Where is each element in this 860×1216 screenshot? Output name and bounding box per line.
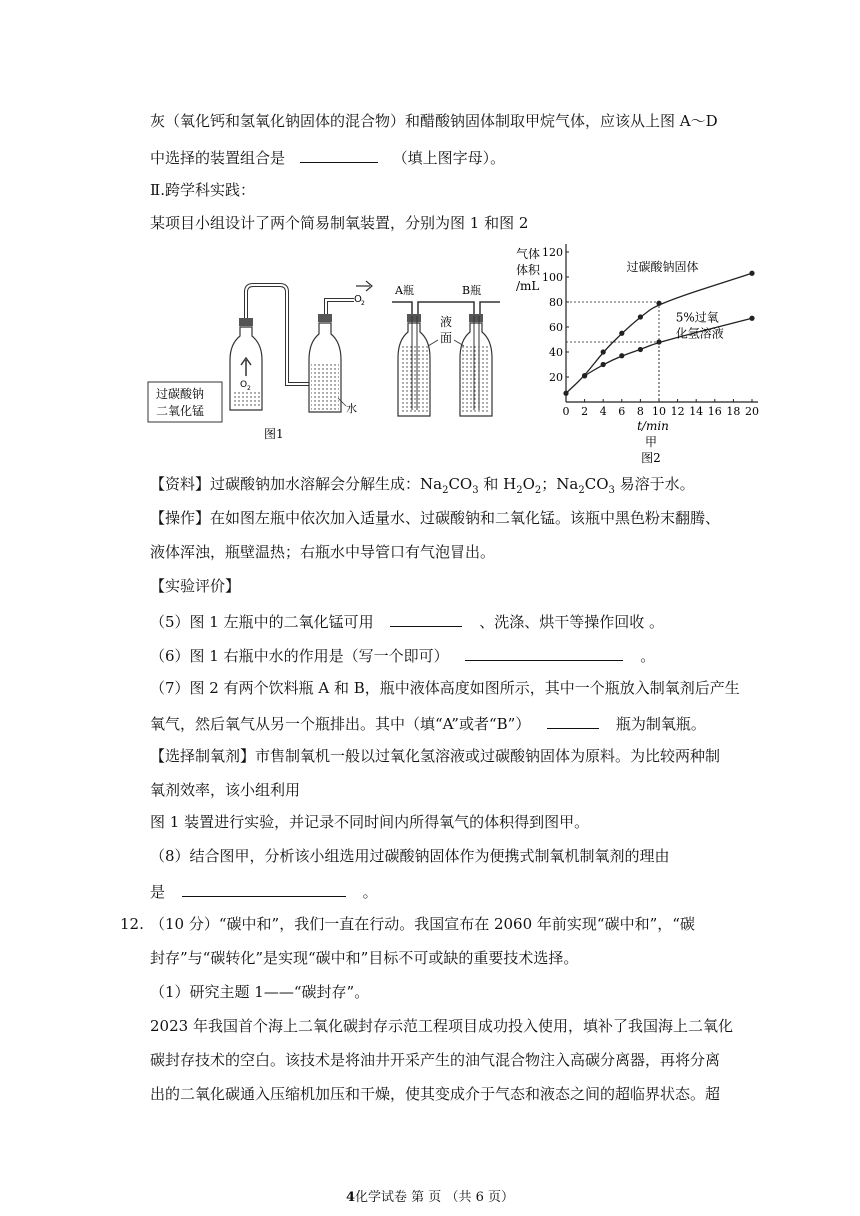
bottle-a-label: A瓶 [395, 284, 414, 297]
text: （6）图 1 右瓶中水的作用是（写一个即可） [150, 647, 449, 665]
y-axis-label: 气体 [516, 247, 541, 261]
y-tick-label: 40 [549, 346, 563, 359]
para-line: （7）图 2 有两个饮料瓶 A 和 B，瓶中液体高度如图所示，其中一个瓶放入制氧剂后产生 [150, 679, 740, 697]
x-tick-label: 14 [689, 405, 704, 418]
data-point [563, 391, 568, 396]
text: CO [448, 475, 473, 493]
para-line: （10 分）“碳中和”，我们一直在行动。我国宣布在 2060 年前实现“碳中和”，“碳 [150, 915, 695, 933]
text: 【资料】过碳酸钠加水溶解会分解生成：Na [150, 475, 443, 493]
question-number: 12. [120, 915, 144, 933]
y-tick-label: 100 [542, 271, 563, 284]
x-tick-label: 18 [726, 405, 741, 418]
para-line [150, 712, 706, 734]
y-tick-label: 120 [542, 246, 563, 259]
chart-oxygen-volume [514, 244, 774, 466]
data-point [656, 301, 661, 306]
text: 瓶为制氧瓶。 [615, 715, 706, 733]
para-line: （1）研究主题 1——“碳封存”。 [150, 983, 370, 1001]
x-tick-label: 6 [618, 405, 626, 418]
x-tick-label: 16 [707, 405, 722, 418]
data-point [638, 314, 643, 319]
para-line [150, 880, 378, 902]
series-label-2: 5%过氧 [675, 310, 719, 325]
x-tick-label: 0 [562, 405, 570, 418]
series-label-2: 化氢溶液 [675, 326, 724, 341]
figure-2-bottles [390, 282, 510, 442]
answer-blank[interactable] [465, 644, 623, 661]
para-line [150, 474, 695, 501]
sub: 3 [608, 485, 615, 496]
para-line [150, 610, 664, 632]
sub: 2 [442, 485, 449, 496]
para-line: 封存”与“碳转化”是实现“碳中和”目标不可或缺的重要技术选择。 [150, 949, 579, 967]
data-point [601, 349, 606, 354]
text: 是 [150, 883, 166, 901]
box-line-1: 过碳酸钠 [156, 387, 205, 401]
y-tick-label: 20 [549, 371, 563, 384]
sub: 2 [578, 485, 585, 496]
page-footer [0, 1186, 860, 1205]
para-line: 【选择制氧剂】市售制氧机一般以过氧化氢溶液或过碳酸钠固体为原料。为比较两种制 [150, 747, 721, 765]
answer-blank[interactable] [390, 610, 462, 627]
o2-label: O [240, 380, 248, 390]
para-line [150, 644, 655, 666]
bottle-b-label: B瓶 [462, 284, 482, 297]
para-line: 某项目小组设计了两个简易制氧装置，分别为图 1 和图 2 [150, 214, 529, 232]
text: 。 [640, 647, 656, 665]
para-line: 出的二氧化碳通入压缩机加压和干燥，使其变成介于气态和液态之间的超临界状态。超 [150, 1085, 721, 1103]
para-line: 2023 年我国首个海上二氧化碳封存示范工程项目成功投入使用，填补了我国海上二氧化 [150, 1017, 733, 1035]
text: （5）图 1 左瓶中的二氧化锰可用 [150, 613, 374, 631]
text: 中选择的装置组合是 [150, 149, 286, 167]
sub: 3 [472, 485, 479, 496]
answer-blank[interactable] [182, 880, 346, 897]
data-point [656, 339, 661, 344]
text: 氧气，然后氧气从另一个瓶排出。其中（填“A”或者“B”） [150, 715, 531, 733]
data-point [749, 316, 754, 321]
answer-blank[interactable] [300, 146, 378, 163]
o2-sub: 2 [247, 385, 251, 392]
data-point [601, 362, 606, 367]
figure-1 [146, 272, 386, 444]
para-line: 碳封存技术的空白。该技术是将油井开采产生的油气混合物注入高碳分离器，再将分离 [150, 1051, 721, 1069]
x-axis-label: t/min [637, 419, 669, 433]
text: （填上图字母）。 [392, 149, 506, 167]
footer-page-number: 4 [346, 1190, 356, 1205]
para-line [150, 146, 505, 168]
figure-1-caption: 图1 [264, 427, 284, 441]
para-line: 氧剂效率，该小组利用 [150, 781, 301, 799]
data-point [749, 271, 754, 276]
data-point [638, 347, 643, 352]
x-tick-label: 4 [599, 405, 607, 418]
water-label: 水 [346, 402, 357, 415]
footer-text: 化学试卷 第 页 （共 6 页） [355, 1190, 514, 1205]
text: ；Na [541, 475, 579, 493]
answer-blank[interactable] [547, 712, 599, 729]
data-point [619, 353, 624, 358]
y-axis-label: 体积 [516, 263, 541, 277]
sub: 2 [516, 485, 523, 496]
box-line-2: 二氧化锰 [156, 404, 205, 418]
para-line: 【操作】在如图左瓶中依次加入适量水、过碳酸钠和二氧化锰。该瓶中黑色粉末翻腾、 [150, 509, 721, 527]
para-line: 【实验评价】 [150, 577, 241, 595]
para-line: 图 1 装置进行实验，并记录不同时间内所得氧气的体积得到图甲。 [150, 813, 590, 831]
sub: 2 [534, 485, 542, 496]
text: CO [584, 475, 609, 493]
chart-caption: 图2 [641, 451, 661, 465]
text: O [522, 475, 535, 493]
liquid-label-2: 面 [440, 331, 453, 345]
chart-sub-caption: 甲 [644, 435, 658, 449]
data-point [619, 331, 624, 336]
x-tick-label: 10 [652, 405, 666, 418]
o2-out-sub: 2 [361, 300, 365, 307]
para-line: （8）结合图甲，分析该小组选用过碳酸钠固体作为便携式制氧机制氧剂的理由 [150, 847, 670, 865]
x-tick-label: 20 [745, 405, 759, 418]
para-line: 灰（氧化钙和氢氧化钠固体的混合物）和醋酸钠固体制取甲烷气体，应该从上图 A～D [150, 112, 718, 130]
para-line: Ⅱ.跨学科实践： [150, 181, 255, 199]
text: 。 [362, 883, 378, 901]
series-line-2 [585, 318, 752, 376]
para-line: 液体浑浊，瓶壁温热；右瓶水中导管口有气泡冒出。 [150, 543, 496, 561]
x-tick-label: 2 [581, 405, 589, 418]
text: 、洗涤、烘干等操作回收 。 [479, 613, 664, 631]
series-label-1: 过碳酸钠固体 [626, 260, 699, 274]
o2-out-label: O [354, 294, 362, 305]
y-axis-label: /mL [516, 279, 540, 293]
data-point [582, 373, 587, 378]
text: 和 H [478, 475, 517, 493]
x-tick-label: 8 [636, 405, 644, 418]
x-tick-label: 12 [670, 405, 685, 418]
liquid-label-1: 液 [440, 315, 453, 329]
text: 易溶于水。 [614, 475, 695, 493]
y-tick-label: 60 [549, 321, 563, 334]
y-tick-label: 80 [549, 296, 563, 309]
